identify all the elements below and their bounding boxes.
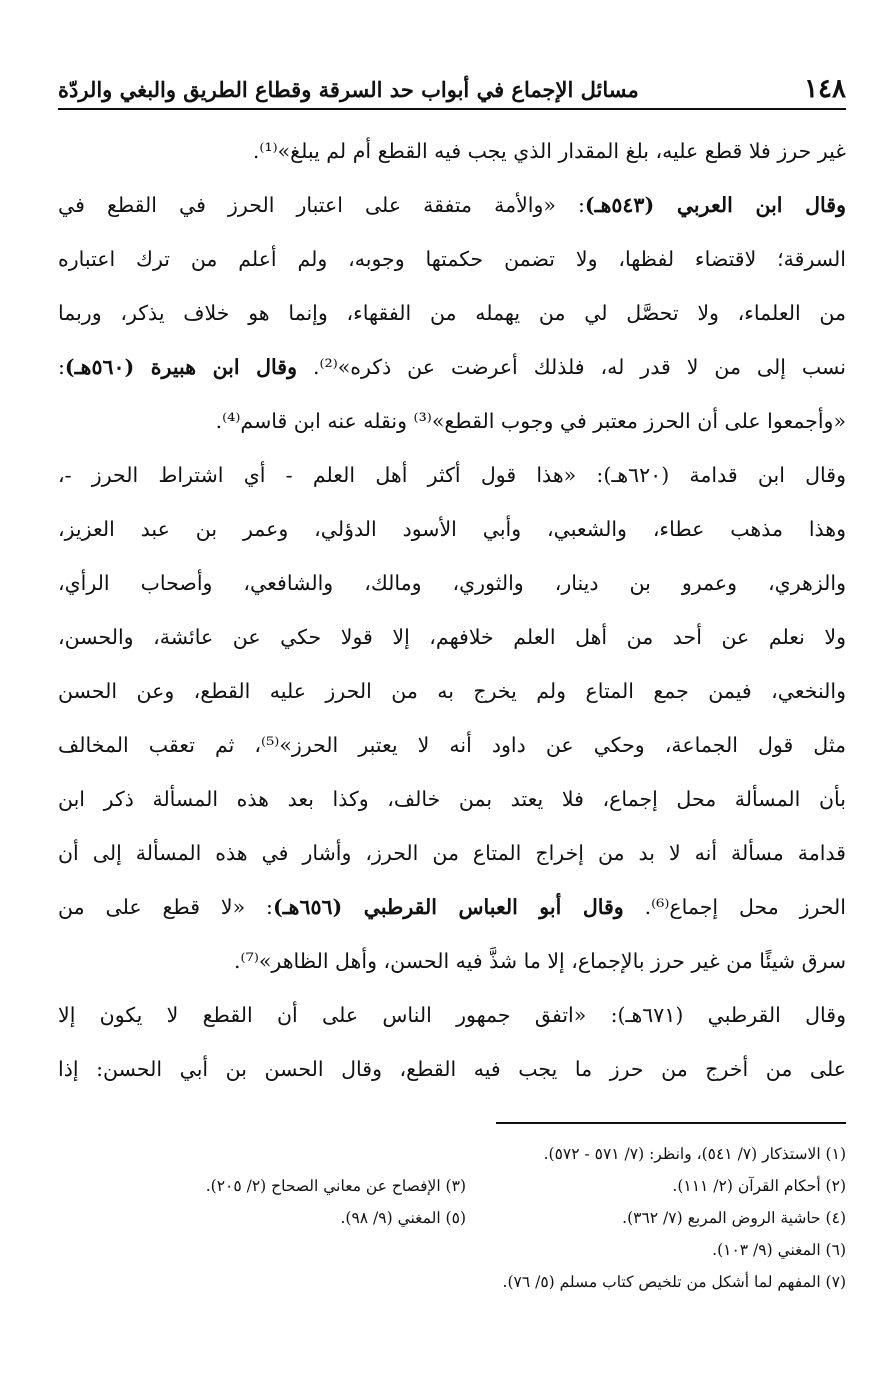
text-line xyxy=(58,394,846,448)
footnote: (٥) المغني (٩/ ٩٨). xyxy=(340,1209,466,1227)
text-run: سرق شيئًا من غير حرز بالإجماع، إلا ما شذَّ فيه الحسن، وأهل الظاهر»⁽⁷⁾. xyxy=(234,949,846,973)
scholar-name: وقال ابن العربي (٥٤٣هـ) xyxy=(584,193,846,217)
text-run: من العلماء، ولا تحصَّل لي من يهمله من الفقهاء، وإنما هو خلاف يذكر، وربما xyxy=(58,301,846,325)
footnote: (٤) حاشية الروض المربع (٧/ ٣٦٢). xyxy=(622,1209,846,1227)
text-run: قدامة مسألة أنه لا بد من إخراج المتاع من الحرز، وأشار في هذه المسألة إلى أن xyxy=(58,841,846,865)
footnote-row xyxy=(58,1202,846,1234)
text-line xyxy=(58,232,846,286)
text-run: : xyxy=(58,355,65,379)
text-line xyxy=(58,556,846,610)
footnote: (٣) الإفصاح عن معاني الصحاح (٢/ ٢٠٥). xyxy=(205,1177,466,1195)
text-run: الحرز محل إجماع⁽⁶⁾. xyxy=(623,895,846,919)
body-text xyxy=(58,124,846,1096)
footnote-row xyxy=(58,1266,846,1298)
footnote-row xyxy=(58,1138,846,1170)
text-run: وهذا مذهب عطاء، والشعبي، وأبي الأسود الدؤلي، وعمر بن عبد العزيز، xyxy=(58,517,846,541)
footnotes xyxy=(58,1138,846,1298)
footnote-separator xyxy=(496,1122,846,1124)
scholar-name: وقال ابن هبيرة (٥٦٠هـ) xyxy=(64,355,297,379)
text-line xyxy=(58,448,846,502)
text-run: غير حرز فلا قطع عليه، بلغ المقدار الذي يجب فيه القطع أم لم يبلغ»⁽¹⁾. xyxy=(252,139,846,163)
text-line xyxy=(58,934,846,988)
text-line xyxy=(58,610,846,664)
text-run: على من أخرج من حرز ما يجب فيه القطع، وقال الحسن بن أبي الحسن: إذا xyxy=(58,1057,846,1081)
text-line xyxy=(58,340,846,394)
running-title: مسائل الإجماع في أبواب حد السرقة وقطاع الطريق والبغي والردّة xyxy=(58,77,639,102)
text-run: والنخعي، فيمن جمع المتاع ولم يخرج به من الحرز عليه القطع، وعن الحسن xyxy=(58,679,846,703)
text-line xyxy=(58,286,846,340)
text-run: نسب إلى من لا قدر له، فلذلك أعرضت عن ذكره»⁽²⁾. xyxy=(297,355,846,379)
footnote-row xyxy=(58,1234,846,1266)
scholar-name: وقال أبو العباس القرطبي (٦٥٦هـ) xyxy=(272,895,624,919)
text-run: مثل قول الجماعة، وحكي عن داود أنه لا يعتبر الحرز»⁽⁵⁾، ثم تعقب المخالف xyxy=(58,733,846,757)
text-line xyxy=(58,502,846,556)
text-line xyxy=(58,124,846,178)
text-run: «وأجمعوا على أن الحرز معتبر في وجوب القطع»⁽³⁾ ونقله عنه ابن قاسم⁽⁴⁾. xyxy=(215,409,846,433)
text-line xyxy=(58,664,846,718)
text-run: بأن المسألة محل إجماع، فلا يعتد بمن خالف، وكذا بعد هذه المسألة ذكر ابن xyxy=(58,787,846,811)
page-number: ١٤٨ xyxy=(804,74,846,104)
text-line xyxy=(58,988,846,1042)
footnote: (٢) أحكام القرآن (٢/ ١١١). xyxy=(672,1177,846,1195)
text-run: : «والأمة متفقة على اعتبار الحرز في القطع في xyxy=(58,193,585,217)
text-line xyxy=(58,178,846,232)
text-run: والزهري، وعمرو بن دينار، والثوري، ومالك، والشافعي، وأصحاب الرأي، xyxy=(58,571,846,595)
text-run: السرقة؛ لاقتضاء لفظها، ولا تضمن حكمتها وجوبه، ولم أعلم من ترك اعتباره xyxy=(58,247,846,271)
footnote: (٧) المفهم لما أشكل من تلخيص كتاب مسلم (٥/ ٧٦). xyxy=(502,1273,846,1291)
text-line xyxy=(58,718,846,772)
footnote: (٦) المغني (٩/ ١٠٣). xyxy=(712,1241,846,1259)
text-line xyxy=(58,1042,846,1096)
text-line xyxy=(58,826,846,880)
book-page xyxy=(58,58,846,1298)
text-line xyxy=(58,880,846,934)
text-line xyxy=(58,772,846,826)
text-run: وقال ابن قدامة (٦٢٠هـ): «هذا قول أكثر أهل العلم - أي اشتراط الحرز -، xyxy=(58,463,846,487)
text-run: ولا نعلم عن أحد من أهل العلم خلافهم، إلا قولا حكي عن عائشة، والحسن، xyxy=(58,625,846,649)
text-run: : «لا قطع على من xyxy=(58,895,273,919)
footnote-row xyxy=(58,1170,846,1202)
text-run: وقال القرطبي (٦٧١هـ): «اتفق جمهور الناس على أن القطع لا يكون إلا xyxy=(58,1003,846,1027)
footnote: (١) الاستذكار (٧/ ٥٤١)، وانظر: (٧/ ٥٧١ - ٥٧٢). xyxy=(543,1145,846,1163)
page-header xyxy=(58,58,846,110)
